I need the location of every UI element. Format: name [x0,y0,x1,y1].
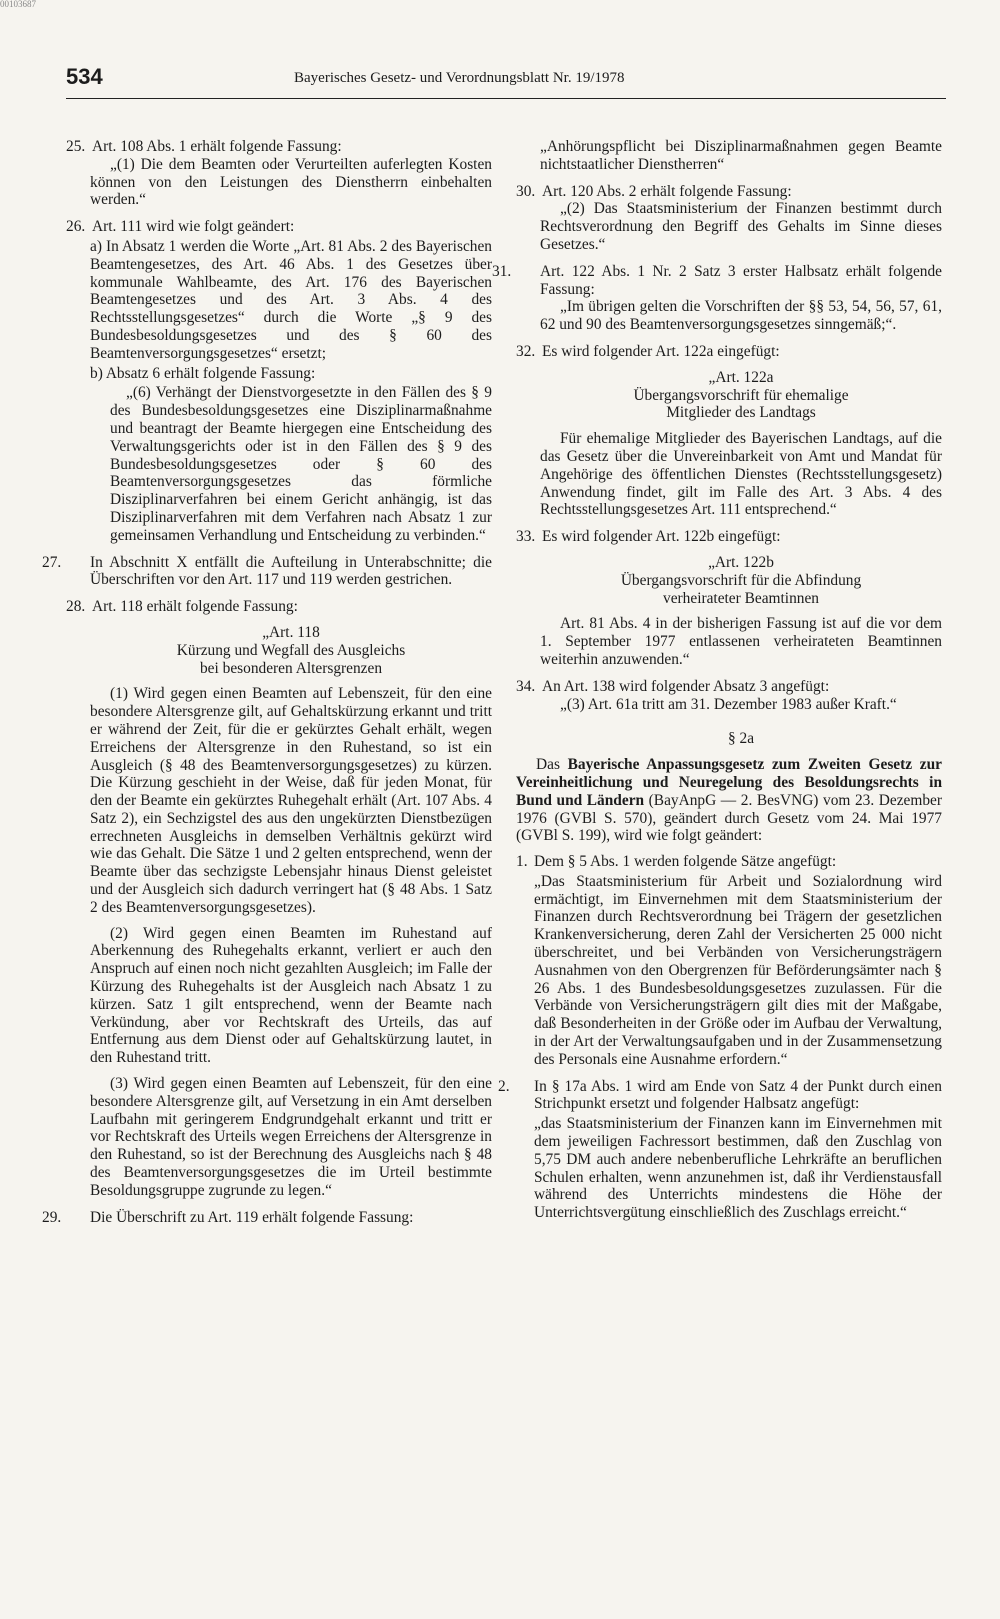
item-32 [516,343,942,519]
item-number: 28. [66,598,86,616]
item-text: Art. 81 Abs. 4 in der bisherigen Fassung ist auf die vor dem 1. September 1977 entlassenen verheirateten Beamtinnen weiterhin anzuwenden.“ [540,615,942,668]
item-text: In Abschnitt X entfällt die Aufteilung in Unterabschnitte; die Überschriften vor den Art. 117 und 119 werden gestrichen. [90,553,492,589]
item-number: 34. [516,677,536,695]
page-number: 534 [66,64,103,89]
section-item-1 [516,853,942,1069]
item-heading: Es wird folgender Art. 122a eingefügt: [542,342,780,360]
section-intro [516,756,942,845]
item-heading: Art. 122 Abs. 1 Nr. 2 Satz 3 erster Halbsatz erhält folgende Fassung: [540,262,942,298]
paragraph-2: (2) Wird gegen einen Beamten im Ruhestand auf Aberkennung des Ruhegehalts erkannt, verliert er auch den Anspruch auf einen noch nicht gezahlten Ausgleich; im Falle der Kürzung des Ruhegehalts ist der Ausgleich nach Absatz 1 zu kürzen. Satz 1 gilt entsprechend, wenn der Beamte nach Verkündung, aber vor Rechtskraft des Urteils, das auf Entfernung aus dem Dienst oder auf Gehaltskürzung lautet, in den Ruhestand tritt. [90,924,492,1067]
article-title-line1: Kürzung und Wegfall des Ausgleichs [176,641,406,659]
page-header [66,64,946,99]
section-item-2 [498,1077,942,1222]
subitem-b: b) Absatz 6 erhält folgende Fassung: [90,364,316,382]
item-text: „Im übrigen gelten die Vorschriften der §§ 53, 54, 56, 57, 61, 62 und 90 des Beamtenversorgungsgesetzes sinngemäß;“. [540,298,942,334]
running-title: Bayerisches Gesetz- und Verordnungsblatt Nr. 19/1978 [294,70,625,86]
item-number: 25. [66,138,86,155]
item-heading: Art. 111 wird wie folgt geändert: [92,218,295,236]
item-29 [42,1208,492,1227]
subitem-a: a) In Absatz 1 werden die Worte „Art. 81 Abs. 2 des Bayerischen Beamtengesetzes, des Art. 46 Abs. 1 des Gesetzes über kommunale Wahlbeamte, des Art. 176 des Bayerischen Beamtengesetzes und des Art. 3 Abs. 4 des Rechtsstellungsgesetzes“ durch die Worte „§ 9 des Bundesbesoldungsgesetzes und des § 60 des Beamtenversorgungsgesetzes“ ersetzt; [90,237,492,362]
item-number: 33. [516,528,536,546]
item-33 [516,528,942,669]
item-text: „Das Staatsministerium für Arbeit und Sozialordnung wird ermächtigt, im Einvernehmen mit dem Staatsministerium der Finanzen durch Rechtsverordnung bei Trägern der gesetzlichen Krankenversicherung, deren Zahl der Versicherten 25 000 nicht überschreitet, und bei Verbänden von Versicherungsträgern Ausnahmen von den Obergrenzen für Beförderungsämter nach § 26 Abs. 1 des Bundesbesoldungsgesetzes zuzulassen. Für die Verbände von Versicherungsträgern gilt dies mit der Maßgabe, daß Besonderheiten in der Größe oder im Aufbau der Verwaltung, in der Art der Verwaltungsaufgaben und in der Zusammensetzung des Personals eine Ausnahme erfordern.“ [534,872,942,1068]
item-text: „(1) Die dem Beamten oder Verurteilten auferlegten Kosten können von den Leistungen des Dienstherrn einbehalten werden.“ [90,155,492,209]
paragraph-3: (3) Wird gegen einen Beamten auf Lebenszeit, für den eine besondere Altersgrenze gilt, auf Versetzung in ein Amt derselben Laufbahn mit geringerem Endgrundgehalt erkannt und tritt er vor Rechtskraft des Urteils wegen Erreichens der Altersgrenze in den Ruhestand, so ist der Berechnung des Ausgleichs nach § 48 des Beamtenversorgungsgesetzes die im Urteil bestimmte Besoldungsgruppe zugrunde zu legen.“ [90,1075,492,1199]
article-label: „Art. 122a [708,368,774,386]
subitem-b-text: „(6) Verhängt der Dienstvorgesetzte in den Fällen des § 9 des Bundesbesoldungsgesetzes eine Disziplinarmaßnahme und beantragt der Beamte hiergegen eine Entscheidung des Verwaltungsgerichts oder ist in den Fällen des § 9 des Bundesbesoldungsgesetzes oder § 60 des Beamtenversorgungsgesetzes das förmliche Disziplinarverfahren bei einem Gericht anhängig, ist das Disziplinarverfahren mit dem Verfahren nach Absatz 1 zur gemeinsamen Verhandlung und Entscheidung zu verbinden.“ [110,384,492,544]
item-number: 2. [498,1077,510,1095]
left-column [42,138,492,1235]
article-title-line2: bei besonderen Altersgrenzen [199,659,383,677]
item-text: „Anhörungspflicht bei Disziplinarmaßnahmen gegen Beamte nichtstaatlicher Dienstherren“ [540,138,942,173]
item-heading: Dem § 5 Abs. 1 werden folgende Sätze angefügt: [534,853,837,871]
article-title-line2: verheirateter Beamtinnen [663,589,819,607]
item-heading: An Art. 138 wird folgender Absatz 3 angefügt: [542,677,830,695]
item-heading: Art. 120 Abs. 2 erhält folgende Fassung: [542,182,792,200]
item-30 [516,183,942,254]
section-intro-rest: (BayAnpG — 2. BesVNG) vom 23. Dezember 1976 (GVBl S. 570), geändert durch Gesetz vom 24. Mai 1977 (GVBl S. 199), wird wie folgt geändert: [516,791,943,845]
section-heading: § 2a [727,730,755,748]
corner-mark: 00103687 [0,0,36,8]
item-31 [492,262,942,334]
item-25 [66,138,492,209]
item-28 [66,598,492,1200]
item-text: „das Staatsministerium der Finanzen kann im Einvernehmen mit dem jeweiligen Fachressort bestimmen, daß den Zuschlag von 5,75 DM auch andere nebenberufliche Lehrkräfte an beruflichen Schulen erhalten, wenn anzunehmen ist, daß ihr Verdienstausfall während des Unterrichts mindestens die Höhe der Unterrichtsvergütung einschließlich des Zuschlags erreicht.“ [534,1115,942,1222]
item-number: 27. [42,553,62,571]
item-number: 30. [516,182,536,200]
item-number: 29. [42,1208,62,1226]
item-heading: Art. 108 Abs. 1 erhält folgende Fassung: [92,138,342,155]
item-heading: Es wird folgender Art. 122b eingefügt: [542,528,781,546]
article-title-line2: Mitglieder des Landtags [666,404,816,422]
item-text: „(3) Art. 61a tritt am 31. Dezember 1983 außer Kraft.“ [560,695,897,713]
article-title-line1: Übergangsvorschrift für ehemalige [633,386,849,404]
item-text: „(2) Das Staatsministerium der Finanzen bestimmt durch Rechtsverordnung den Begriff des Gehalts im Sinne dieses Gesetzes.“ [540,200,942,253]
item-text: Die Überschrift zu Art. 119 erhält folgende Fassung: [90,1208,414,1226]
article-title-line1: Übergangsvorschrift für die Abfindung [620,571,862,589]
item-number: 31. [492,262,512,280]
item-text: Für ehemalige Mitglieder des Bayerischen Landtags, auf die das Gesetz über die Unvereinbarkeit von Amt und Mandat für Angehörige des öffentlichen Dienstes (Rechtsstellungsgesetz) Anwendung findet, gilt im Falle des Art. 3 Abs. 4 des Rechtsstellungsgesetzes Art. 111 entsprechend.“ [540,430,942,519]
article-label: „Art. 122b [708,553,774,571]
right-column [492,138,943,1231]
item-number: 26. [66,218,86,236]
section-intro-lead: Das [536,756,568,774]
item-34 [516,678,942,714]
item-heading: Art. 118 erhält folgende Fassung: [92,598,298,616]
item-27 [42,553,492,590]
section-intro-law-title: Bayerische Anpassungsgesetz zum Zweiten Gesetz zur Vereinheitlichung und Neuregelung des Besoldungsrechts in Bund und Ländern [516,756,942,809]
article-label: „Art. 118 [262,623,320,641]
item-26 [66,218,492,544]
paragraph-1: (1) Wird gegen einen Beamten auf Lebenszeit, für den eine besondere Altersgrenze gilt, auf Gehaltskürzung erkannt und tritt er während der Zeit, für die er gekürztes Gehalt erhält, wegen Erreichens der Altersgrenze in den Ruhestand, so ist ein Ausgleich (§ 48 des Beamtenversorgungsgesetzes) zu kürzen. Die Kürzung geschieht in der Weise, daß für jeden Monat, für den der Beamte ein gekürztes Ruhegehalt erhält (Art. 107 Abs. 4 Satz 2), ein Sechzigstel des aus den ungekürzten Dienstbezügen errechneten Ausgleichs in demselben Verhältnis gekürzt wird wie das Gehalt. Die Sätze 1 und 2 gelten entsprechend, wenn der Beamte über das sechzigste Lebensjahr hinaus Dienst geleistet und der Ausgleich sich dadurch verringert hat (§ 48 Abs. 1 Satz 2 des Beamtenversorgungsgesetzes). [90,685,492,916]
item-number: 1. [516,853,528,871]
item-heading: In § 17a Abs. 1 wird am Ende von Satz 4 der Punkt durch einen Strichpunkt ersetzt und folgender Halbsatz angefügt: [534,1077,942,1113]
item-29-continued [516,138,942,174]
item-number: 32. [516,342,536,360]
